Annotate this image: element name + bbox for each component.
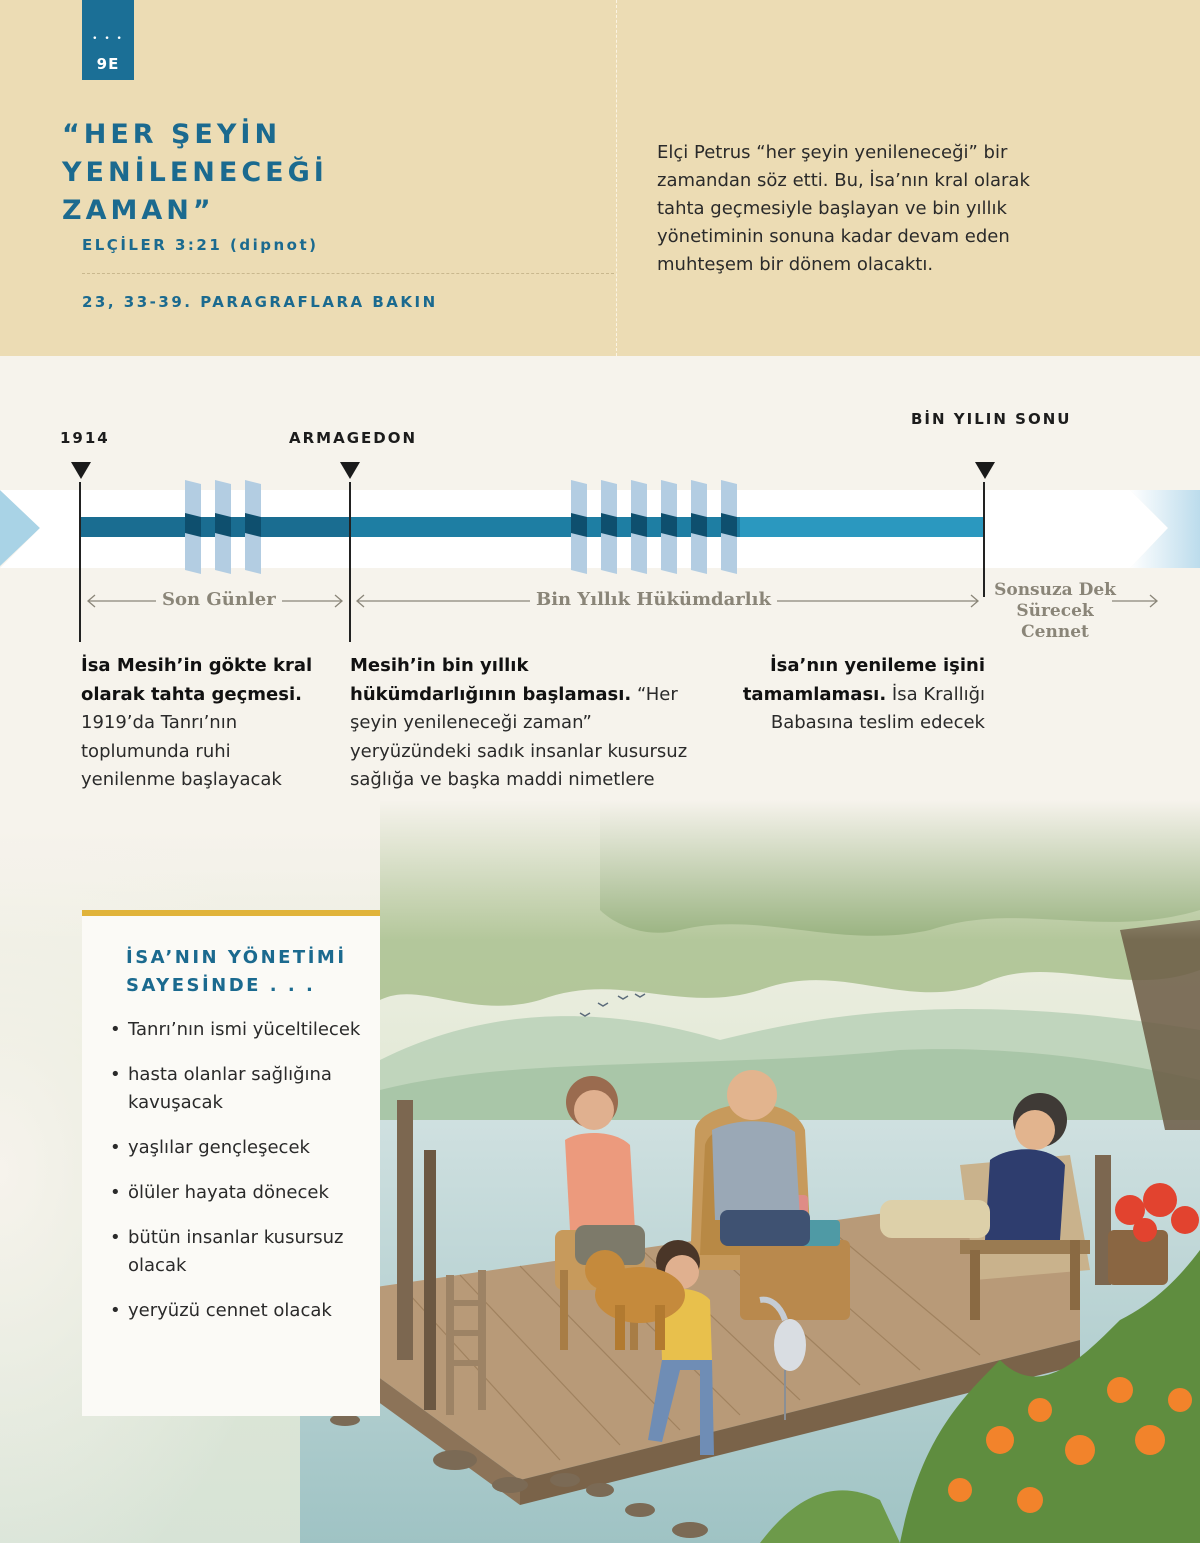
scripture-reference: ELÇİLER 3:21 (dipnot) <box>82 236 319 254</box>
event-armagedon <box>350 652 695 823</box>
marker-label-end: BİN YILIN SONU <box>911 410 1072 428</box>
list-item: • yaşlılar gençleşecek <box>108 1134 368 1162</box>
marker-triangle-end <box>975 462 995 479</box>
benefits-list <box>108 1016 368 1342</box>
intro-text: Elçi Petrus “her şeyin yenileneceği” bir zamandan söz etti. Bu, İsa’nın kral olarak tahta geçmesiyle başlayan ve bin yıllık yönetiminin sonuna kadar devam eden muhteşem bir dönem olacaktı. <box>657 142 1030 275</box>
period-millennium: Bin Yıllık Hükümdarlık <box>530 589 777 610</box>
benefits-title: İSA’NIN YÖNETİMİ SAYESİNDE . . . <box>126 947 347 996</box>
marker-label-1914: 1914 <box>60 429 110 447</box>
vline-end <box>983 482 985 597</box>
list-item: • hasta olanlar sağlığına kavuşacak <box>108 1061 368 1117</box>
list-item: • Tanrı’nın ismi yüceltilecek <box>108 1016 368 1044</box>
vline-1914 <box>79 482 81 642</box>
tab-number: 9E <box>96 55 120 73</box>
period-last-days: Son Günler <box>156 589 282 610</box>
tab-dots: • • • <box>92 34 124 44</box>
list-item: • yeryüzü cennet olacak <box>108 1297 368 1325</box>
header-divider <box>616 0 617 356</box>
list-item: • bütün insanlar kusursuz olacak <box>108 1224 368 1280</box>
event-end <box>735 652 985 738</box>
event-armagedon-bold: Mesih’in bin yıllık hükümdarlığının başlaması. <box>350 655 632 705</box>
page-title: “HER ŞEYİN YENİLENECEĞİ ZAMAN” <box>62 119 328 226</box>
vline-armagedon <box>349 482 351 642</box>
event-end-text: İsa Krallığı Babasına teslim edecek <box>770 683 985 733</box>
marker-triangle-armagedon <box>340 462 360 479</box>
event-1914-bold: İsa Mesih’in gökte kral olarak tahta geçmesi. <box>81 655 313 705</box>
marker-triangle-1914 <box>71 462 91 479</box>
timeline-band <box>0 478 1200 588</box>
header-band <box>0 0 1200 356</box>
list-item: • ölüler hayata dönecek <box>108 1179 368 1207</box>
event-armagedon-text: “Her şeyin yenileneceği zaman” yeryüzündeki sadık insanlar kusursuz sağlığa ve başka maddi nimetlere <box>350 683 688 790</box>
event-1914 <box>81 652 321 795</box>
bar-millennium-end <box>740 517 984 537</box>
paragraphs-reference: 23, 33-39. PARAGRAFLARA BAKIN <box>82 293 438 311</box>
box-number-tab <box>82 0 134 80</box>
marker-label-armagedon: ARMAGEDON <box>289 429 418 447</box>
benefits-box <box>82 910 380 1416</box>
period-paradise: Sonsuza Dek Sürecek Cennet <box>994 580 1116 642</box>
event-end-bold: İsa’nın yenileme işini tamamlaması. <box>742 655 985 705</box>
dashed-divider <box>82 273 614 274</box>
event-1914-text: 1919’da Tanrı’nın toplumunda ruhi yenilenme başlayacak <box>81 712 282 790</box>
